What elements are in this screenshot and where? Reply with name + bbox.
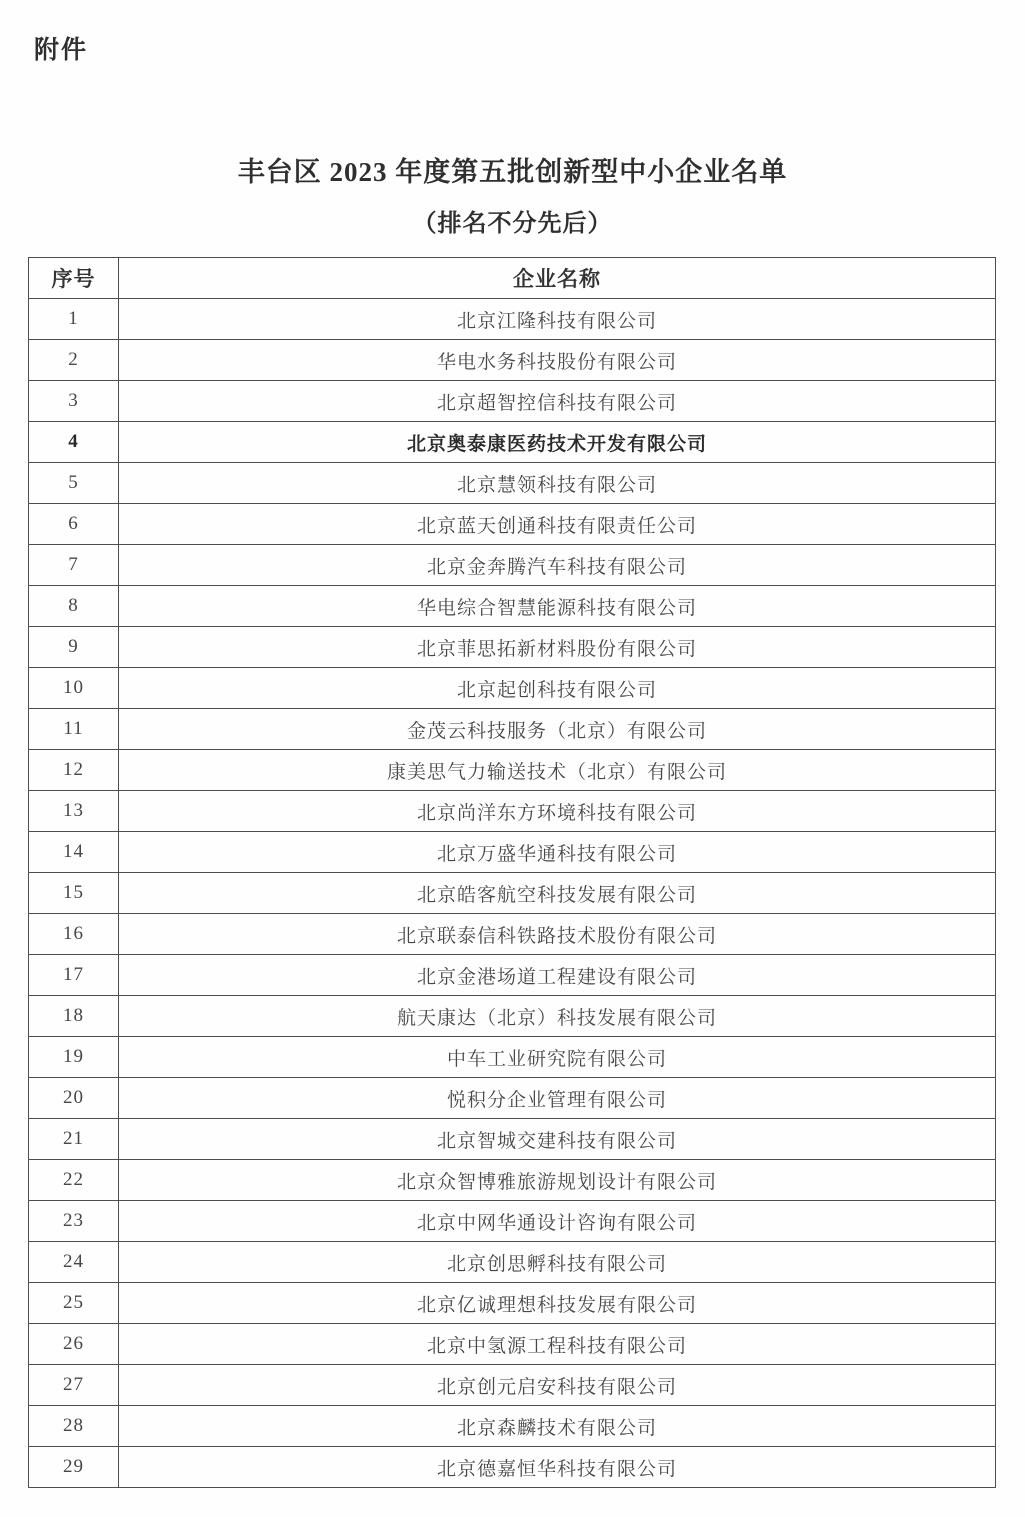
company-name: 北京万盛华通科技有限公司	[119, 832, 996, 873]
company-name: 北京江隆科技有限公司	[119, 299, 996, 340]
row-number: 23	[29, 1201, 119, 1242]
row-number: 28	[29, 1406, 119, 1447]
company-name: 北京菲思拓新材料股份有限公司	[119, 627, 996, 668]
company-table	[28, 257, 996, 1488]
row-number: 17	[29, 955, 119, 996]
table-row	[29, 996, 996, 1037]
row-number: 2	[29, 340, 119, 381]
table-row	[29, 955, 996, 996]
table-row	[29, 668, 996, 709]
table-row	[29, 1447, 996, 1488]
table-row	[29, 1201, 996, 1242]
company-name: 北京慧领科技有限公司	[119, 463, 996, 504]
company-name: 华电综合智慧能源科技有限公司	[119, 586, 996, 627]
row-number: 8	[29, 586, 119, 627]
row-number: 4	[29, 422, 119, 463]
company-name: 北京森麟技术有限公司	[119, 1406, 996, 1447]
table-row	[29, 791, 996, 832]
table-row	[29, 832, 996, 873]
company-name: 北京联泰信科铁路技术股份有限公司	[119, 914, 996, 955]
row-number: 16	[29, 914, 119, 955]
company-name: 北京智城交建科技有限公司	[119, 1119, 996, 1160]
company-name: 北京众智博雅旅游规划设计有限公司	[119, 1160, 996, 1201]
row-number: 27	[29, 1365, 119, 1406]
table-row	[29, 504, 996, 545]
row-number: 9	[29, 627, 119, 668]
row-number: 6	[29, 504, 119, 545]
company-name: 华电水务科技股份有限公司	[119, 340, 996, 381]
company-name: 北京皓客航空科技发展有限公司	[119, 873, 996, 914]
page-title: 丰台区 2023 年度第五批创新型中小企业名单	[237, 157, 788, 187]
table-row	[29, 422, 996, 463]
table-row	[29, 381, 996, 422]
table-row	[29, 1119, 996, 1160]
table-row	[29, 1324, 996, 1365]
row-number: 21	[29, 1119, 119, 1160]
table-row	[29, 1160, 996, 1201]
company-name: 北京亿诚理想科技发展有限公司	[119, 1283, 996, 1324]
company-name: 北京蓝天创通科技有限责任公司	[119, 504, 996, 545]
company-name: 北京起创科技有限公司	[119, 668, 996, 709]
table-row	[29, 1365, 996, 1406]
row-number: 24	[29, 1242, 119, 1283]
row-number: 3	[29, 381, 119, 422]
row-number: 15	[29, 873, 119, 914]
company-name: 北京金港场道工程建设有限公司	[119, 955, 996, 996]
row-number: 1	[29, 299, 119, 340]
company-name: 北京超智控信科技有限公司	[119, 381, 996, 422]
table-row	[29, 340, 996, 381]
company-name: 悦积分企业管理有限公司	[119, 1078, 996, 1119]
table-row	[29, 1242, 996, 1283]
page-subtitle: （排名不分先后）	[412, 211, 613, 237]
table-row	[29, 1037, 996, 1078]
table-row	[29, 1283, 996, 1324]
company-name: 北京德嘉恒华科技有限公司	[119, 1447, 996, 1488]
table-row	[29, 463, 996, 504]
company-table-body	[29, 299, 996, 1488]
row-number: 13	[29, 791, 119, 832]
company-name: 北京创思孵科技有限公司	[119, 1242, 996, 1283]
table-row	[29, 1406, 996, 1447]
company-name: 北京奥泰康医药技术开发有限公司	[119, 422, 996, 463]
row-number: 20	[29, 1078, 119, 1119]
company-table-header	[29, 258, 996, 299]
table-row	[29, 586, 996, 627]
table-row	[29, 750, 996, 791]
row-number: 12	[29, 750, 119, 791]
row-number: 14	[29, 832, 119, 873]
table-row	[29, 627, 996, 668]
table-row	[29, 873, 996, 914]
company-name: 金茂云科技服务（北京）有限公司	[119, 709, 996, 750]
row-number: 29	[29, 1447, 119, 1488]
company-name: 中车工业研究院有限公司	[119, 1037, 996, 1078]
row-number: 7	[29, 545, 119, 586]
row-number: 26	[29, 1324, 119, 1365]
company-name: 康美思气力输送技术（北京）有限公司	[119, 750, 996, 791]
company-name: 北京尚洋东方环境科技有限公司	[119, 791, 996, 832]
company-name: 北京中氢源工程科技有限公司	[119, 1324, 996, 1365]
table-row	[29, 1078, 996, 1119]
row-number: 10	[29, 668, 119, 709]
row-number: 19	[29, 1037, 119, 1078]
row-number: 18	[29, 996, 119, 1037]
company-name: 北京创元启安科技有限公司	[119, 1365, 996, 1406]
table-row	[29, 299, 996, 340]
column-header-number: 序号	[29, 258, 119, 299]
table-row	[29, 709, 996, 750]
row-number: 5	[29, 463, 119, 504]
company-name: 航天康达（北京）科技发展有限公司	[119, 996, 996, 1037]
row-number: 25	[29, 1283, 119, 1324]
header-row	[29, 258, 996, 299]
attachment-label: 附件	[34, 37, 89, 64]
company-name: 北京中网华通设计咨询有限公司	[119, 1201, 996, 1242]
row-number: 22	[29, 1160, 119, 1201]
company-name: 北京金奔腾汽车科技有限公司	[119, 545, 996, 586]
column-header-company-name: 企业名称	[119, 258, 996, 299]
table-row	[29, 545, 996, 586]
table-row	[29, 914, 996, 955]
row-number: 11	[29, 709, 119, 750]
